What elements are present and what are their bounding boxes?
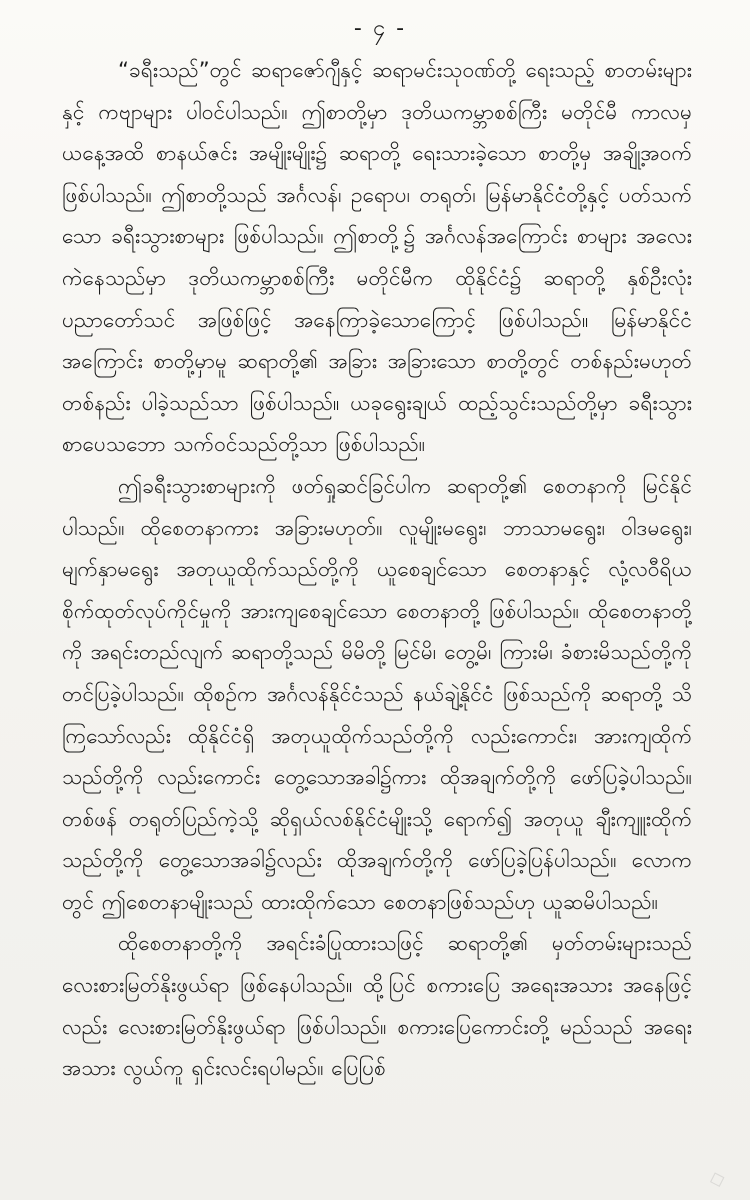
- watermark-stamp: ◇: [705, 1164, 728, 1192]
- paragraph-1: “ခရီးသည်”တွင် ဆရာဇော်ဂျီနှင့် ဆရာမင်းသုဝဏ်တို့ ရေးသည့် စာတမ်းများနှင့် ကဗျာများ ပါဝင်ပါသည်။ ဤစာတို့မှာ ဒုတိယကမ္ဘာစစ်ကြီး မတိုင်မီ ကာလမှ ယနေ့အထိ စာနယ်ဇင်း အမျိုးမျိုး၌ ဆရာတို့ ရေးသားခဲ့သော စာတို့မှ အချို့အဝက် ဖြစ်ပါသည်။ ဤစာတို့သည် အင်္ဂလန်၊ ဥရောပ၊ တရုတ်၊ မြန်မာနိုင်ငံတို့နှင့် ပတ်သက်သော ခရီးသွားစာများ ဖြစ်ပါသည်။ ဤစာတို့၌ အင်္ဂလန်အကြောင်း စာများ အလေးကဲနေသည်မှာ ဒုတိယကမ္ဘာစစ်ကြီး မတိုင်မီက ထိုနိုင်ငံ၌ ဆရာတို့ နှစ်ဦးလုံး ပညာတော်သင် အဖြစ်ဖြင့် အနေကြာခဲ့သောကြောင့် ဖြစ်ပါသည်။ မြန်မာနိုင်ငံအကြောင်း စာတို့မှာမူ ဆရာတို့၏ အခြား အခြားသော စာတို့တွင် တစ်နည်းမဟုတ် တစ်နည်း ပါခဲ့သည်သာ ဖြစ်ပါသည်။ ယခုရွေးချယ် ထည့်သွင်းသည်တို့မှာ ခရီးသွားစာပေသဘော သက်ဝင်သည်တို့သာ ဖြစ်ပါသည်။: [62, 58, 692, 457]
- page-number: - ၄ -: [353, 16, 407, 41]
- paragraph-3: ထိုစေတနာတို့ကို အရင်းခံပြုထားသဖြင့် ဆရာတို့၏ မှတ်တမ်းများသည် လေးစားမြတ်နိုးဖွယ်ရာ ဖြစ်နေပါသည်။ ထို့ပြင် စကားပြေ အရေးအသား အနေဖြင့်လည်း လေးစားမြတ်နိုးဖွယ်ရာ ဖြစ်ပါသည်။ စကားပြေကောင်းတို့ မည်သည် အရေးအသား လွယ်ကူ ရှင်းလင်းရပါမည်။ ပြေပြစ်: [62, 931, 692, 1081]
- paragraph-2: ဤခရီးသွားစာများကို ဖတ်ရှုဆင်ခြင်ပါက ဆရာတို့၏ စေတနာကို မြင်နိုင်ပါသည်။ ထိုစေတနာကား အခြားမဟုတ်။ လူမျိုးမရွေး၊ ဘာသာမရွေး၊ ဝါဒမရွေး၊ မျက်နှာမရွေး အတုယူထိုက်သည်တို့ကို ယူစေချင်သော စေတနာနှင့် လုံ့လဝီရိယ စိုက်ထုတ်လုပ်ကိုင်မှုကို အားကျစေချင်သော စေတနာတို့ ဖြစ်ပါသည်။ ထိုစေတနာတို့ကို အရင်းတည်လျက် ဆရာတို့သည် မိမိတို့ မြင်မိ၊ တွေ့မိ၊ ကြားမိ၊ ခံစားမိသည်တို့ကို တင်ပြခဲ့ပါသည်။ ထိုစဉ်က အင်္ဂလန်နိုင်ငံသည် နယ်ချဲ့နိုင်ငံ ဖြစ်သည်ကို ဆရာတို့ သိကြသော်လည်း ထိုနိုင်ငံရှိ အတုယူထိုက်သည်တို့ကို လည်းကောင်း၊ အားကျထိုက်သည်တို့ကို လည်းကောင်း တွေ့သောအခါ၌ကား ထိုအချက်တို့ကို ဖော်ပြခဲ့ပါသည်။ တစ်ဖန် တရုတ်ပြည်ကဲ့သို့ ဆိုရှယ်လစ်နိုင်ငံမျိုးသို့ ရောက်၍ အတုယူ ချီးကျူးထိုက်သည်တို့ကို တွေ့သောအခါ၌လည်း ထိုအချက်တို့ကို ဖော်ပြခဲ့ပြန်ပါသည်။ လောကတွင် ဤစေတနာမျိုးသည် ထားထိုက်သော စေတနာဖြစ်သည်ဟု ယူဆမိပါသည်။: [62, 473, 692, 914]
